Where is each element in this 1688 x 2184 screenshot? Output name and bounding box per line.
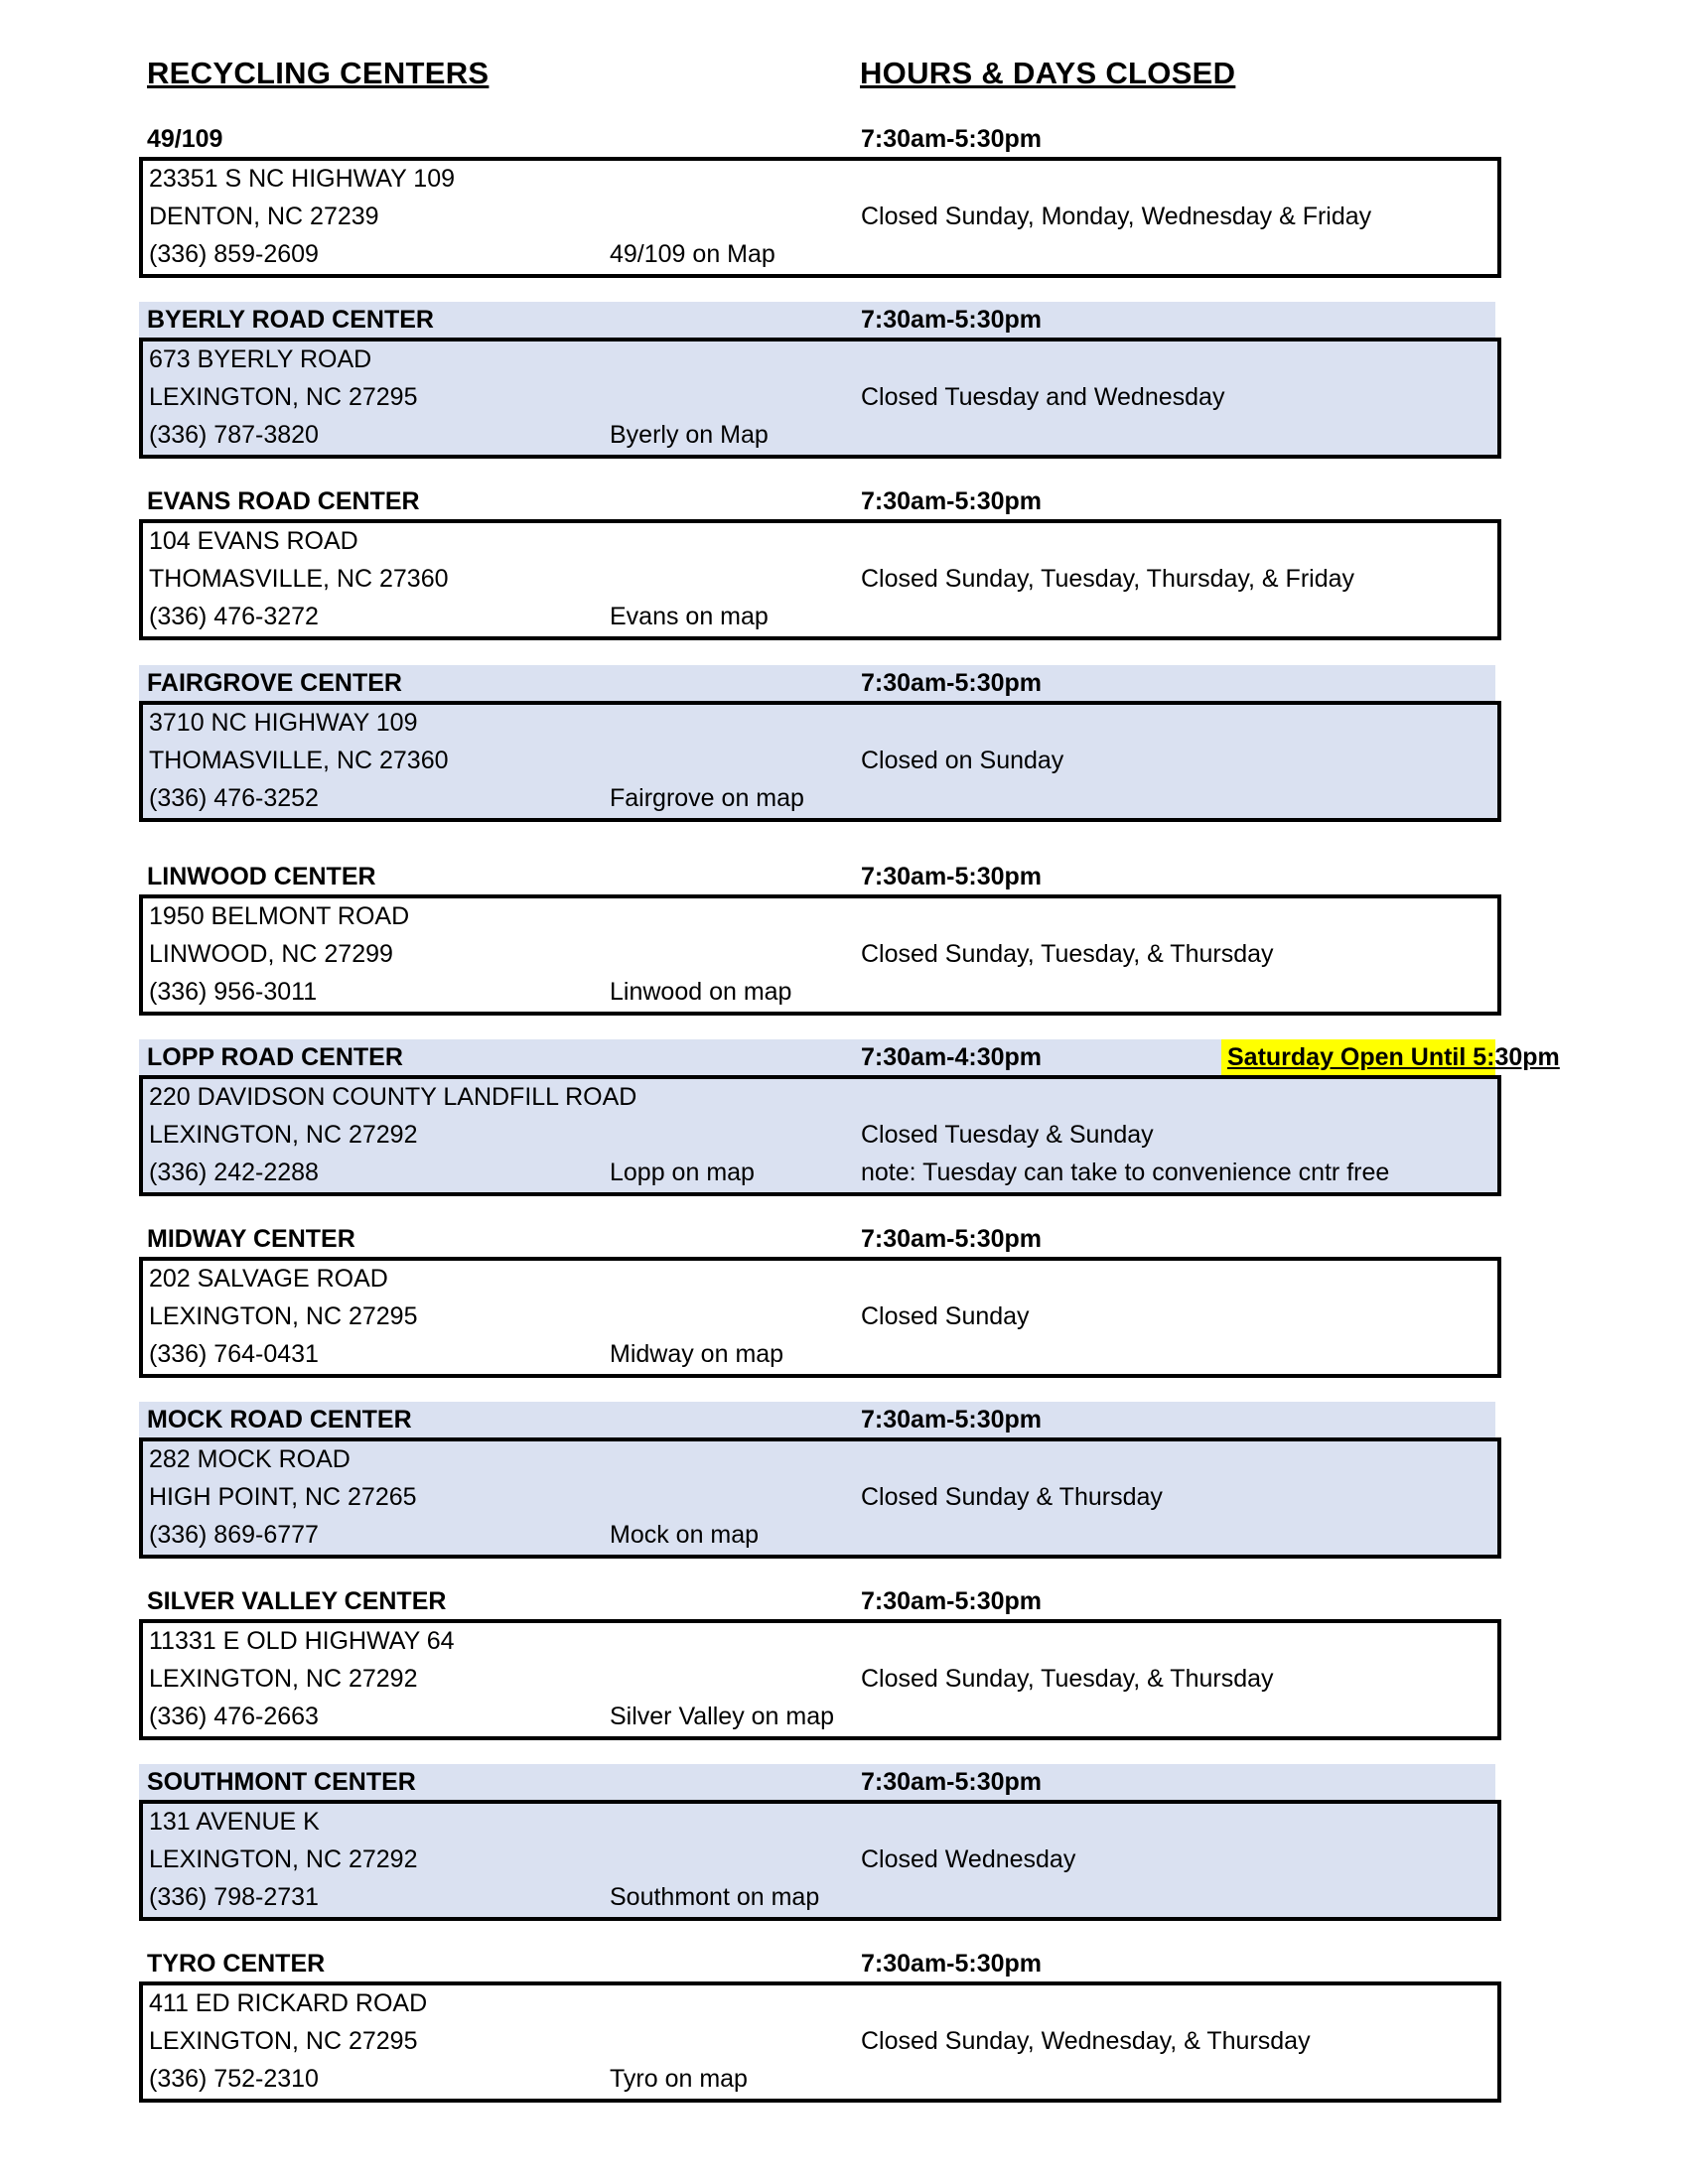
center-hours: 7:30am-5:30pm: [861, 487, 1043, 515]
center-details-box: [139, 1437, 1501, 1559]
center-map-link[interactable]: Linwood on map: [610, 978, 792, 1006]
center-phone: (336) 956-3011: [149, 978, 318, 1006]
center-closed-days: Closed Sunday & Thursday: [861, 1483, 1163, 1511]
center-title-bar: [139, 1764, 1495, 1800]
center-hours: 7:30am-5:30pm: [861, 1587, 1043, 1615]
center-hours: 7:30am-5:30pm: [861, 1406, 1043, 1433]
center-address: 3710 NC HIGHWAY 109: [149, 709, 418, 737]
center-title-bar: [139, 1039, 1560, 1075]
center-closed-days: Closed Sunday, Tuesday, & Thursday: [861, 1665, 1274, 1693]
center-title-bar: [139, 1946, 1499, 1981]
center-hours: 7:30am-5:30pm: [861, 125, 1043, 153]
center-name: LINWOOD CENTER: [147, 863, 376, 890]
center-note: note: Tuesday can take to convenience cntr free: [861, 1159, 1390, 1186]
center-title-bar: [139, 483, 1499, 519]
center-entry: [139, 1221, 1499, 1390]
center-entry: [139, 1946, 1499, 2115]
center-hours: 7:30am-5:30pm: [861, 669, 1043, 697]
center-name: 49/109: [147, 125, 223, 153]
center-closed-days: Closed Tuesday & Sunday: [861, 1121, 1154, 1149]
center-details-box: [139, 1257, 1501, 1378]
center-hours: 7:30am-5:30pm: [861, 1225, 1043, 1253]
center-address: 23351 S NC HIGHWAY 109: [149, 165, 456, 193]
center-name: SOUTHMONT CENTER: [147, 1768, 416, 1796]
center-closed-days: Closed Sunday, Monday, Wednesday & Friday: [861, 203, 1372, 230]
center-hours: 7:30am-5:30pm: [861, 863, 1043, 890]
center-entry: [139, 302, 1499, 471]
center-city: LEXINGTON, NC 27295: [149, 1302, 418, 1330]
center-phone: (336) 476-3252: [149, 784, 319, 812]
center-address: 202 SALVAGE ROAD: [149, 1265, 388, 1293]
center-phone: (336) 764-0431: [149, 1340, 319, 1368]
center-details-box: [139, 1800, 1501, 1921]
center-details-box: [139, 894, 1501, 1016]
center-city: THOMASVILLE, NC 27360: [149, 565, 449, 593]
center-name: MIDWAY CENTER: [147, 1225, 355, 1253]
hours-days-closed-heading: HOURS & DAYS CLOSED: [860, 56, 1236, 90]
center-entry: [139, 665, 1499, 834]
center-address: 220 DAVIDSON COUNTY LANDFILL ROAD: [149, 1083, 637, 1111]
center-name: TYRO CENTER: [147, 1950, 326, 1978]
center-phone: (336) 859-2609: [149, 240, 319, 268]
center-map-link[interactable]: Mock on map: [610, 1521, 760, 1549]
center-phone: (336) 242-2288: [149, 1159, 319, 1186]
center-name: MOCK ROAD CENTER: [147, 1406, 412, 1433]
highlight-text: Saturday Open Until 5:30pm: [1227, 1043, 1560, 1071]
center-details-box: [139, 701, 1501, 822]
center-address: 282 MOCK ROAD: [149, 1445, 351, 1473]
center-map-link[interactable]: Evans on map: [610, 603, 769, 630]
center-city: HIGH POINT, NC 27265: [149, 1483, 417, 1511]
center-title-bar: [139, 665, 1495, 701]
center-phone: (336) 869-6777: [149, 1521, 319, 1549]
center-address: 131 AVENUE K: [149, 1808, 320, 1836]
center-name: LOPP ROAD CENTER: [147, 1043, 403, 1071]
center-map-link[interactable]: Byerly on Map: [610, 421, 769, 449]
center-city: LEXINGTON, NC 27295: [149, 2027, 418, 2055]
center-city: LEXINGTON, NC 27292: [149, 1845, 418, 1873]
center-details-box: [139, 1075, 1501, 1196]
center-title-bar: [139, 1221, 1499, 1257]
recycling-centers-heading: RECYCLING CENTERS: [147, 56, 490, 90]
center-name: BYERLY ROAD CENTER: [147, 306, 434, 334]
center-hours: 7:30am-4:30pm: [861, 1043, 1043, 1071]
center-hours: 7:30am-5:30pm: [861, 306, 1043, 334]
center-entry: [139, 483, 1499, 652]
center-address: 11331 E OLD HIGHWAY 64: [149, 1627, 455, 1655]
center-entry: [139, 1583, 1499, 1752]
center-closed-days: Closed Sunday, Tuesday, & Thursday: [861, 940, 1274, 968]
center-name: FAIRGROVE CENTER: [147, 669, 402, 697]
saturday-hours-highlight: [1221, 1039, 1560, 1075]
center-map-link[interactable]: Tyro on map: [610, 2065, 748, 2093]
center-city: THOMASVILLE, NC 27360: [149, 747, 449, 774]
center-hours: 7:30am-5:30pm: [861, 1950, 1043, 1978]
center-entry: [139, 1039, 1560, 1208]
center-entry: [139, 1764, 1499, 1933]
center-title-bar: [139, 1583, 1499, 1619]
center-city: DENTON, NC 27239: [149, 203, 379, 230]
center-address: 104 EVANS ROAD: [149, 527, 358, 555]
center-city: LEXINGTON, NC 27295: [149, 383, 418, 411]
center-details-box: [139, 1619, 1501, 1740]
center-map-link[interactable]: 49/109 on Map: [610, 240, 775, 268]
center-map-link[interactable]: Fairgrove on map: [610, 784, 804, 812]
center-address: 411 ED RICKARD ROAD: [149, 1989, 428, 2017]
center-closed-days: Closed Sunday, Tuesday, Thursday, & Friday: [861, 565, 1355, 593]
center-map-link[interactable]: Midway on map: [610, 1340, 784, 1368]
center-closed-days: Closed Tuesday and Wednesday: [861, 383, 1225, 411]
center-phone: (336) 798-2731: [149, 1883, 319, 1911]
center-title-bar: [139, 1402, 1495, 1437]
center-address: 1950 BELMONT ROAD: [149, 902, 410, 930]
center-details-box: [139, 519, 1501, 640]
center-entry: [139, 859, 1499, 1027]
center-closed-days: Closed Sunday, Wednesday, & Thursday: [861, 2027, 1311, 2055]
center-title-bar: [139, 121, 1499, 157]
center-phone: (336) 752-2310: [149, 2065, 319, 2093]
center-map-link[interactable]: Southmont on map: [610, 1883, 820, 1911]
center-map-link[interactable]: Lopp on map: [610, 1159, 755, 1186]
center-details-box: [139, 338, 1501, 459]
center-address: 673 BYERLY ROAD: [149, 345, 372, 373]
center-phone: (336) 476-3272: [149, 603, 319, 630]
center-details-box: [139, 1981, 1501, 2103]
center-name: SILVER VALLEY CENTER: [147, 1587, 447, 1615]
center-city: LINWOOD, NC 27299: [149, 940, 393, 968]
center-hours: 7:30am-5:30pm: [861, 1768, 1043, 1796]
center-closed-days: Closed on Sunday: [861, 747, 1064, 774]
center-phone: (336) 787-3820: [149, 421, 319, 449]
center-map-link[interactable]: Silver Valley on map: [610, 1703, 835, 1730]
center-title-bar: [139, 302, 1495, 338]
center-name: EVANS ROAD CENTER: [147, 487, 420, 515]
center-closed-days: Closed Wednesday: [861, 1845, 1076, 1873]
center-phone: (336) 476-2663: [149, 1703, 319, 1730]
center-city: LEXINGTON, NC 27292: [149, 1665, 418, 1693]
center-details-box: [139, 157, 1501, 278]
center-entry: [139, 121, 1499, 290]
center-title-bar: [139, 859, 1499, 894]
center-entry: [139, 1402, 1499, 1570]
center-city: LEXINGTON, NC 27292: [149, 1121, 418, 1149]
center-closed-days: Closed Sunday: [861, 1302, 1030, 1330]
